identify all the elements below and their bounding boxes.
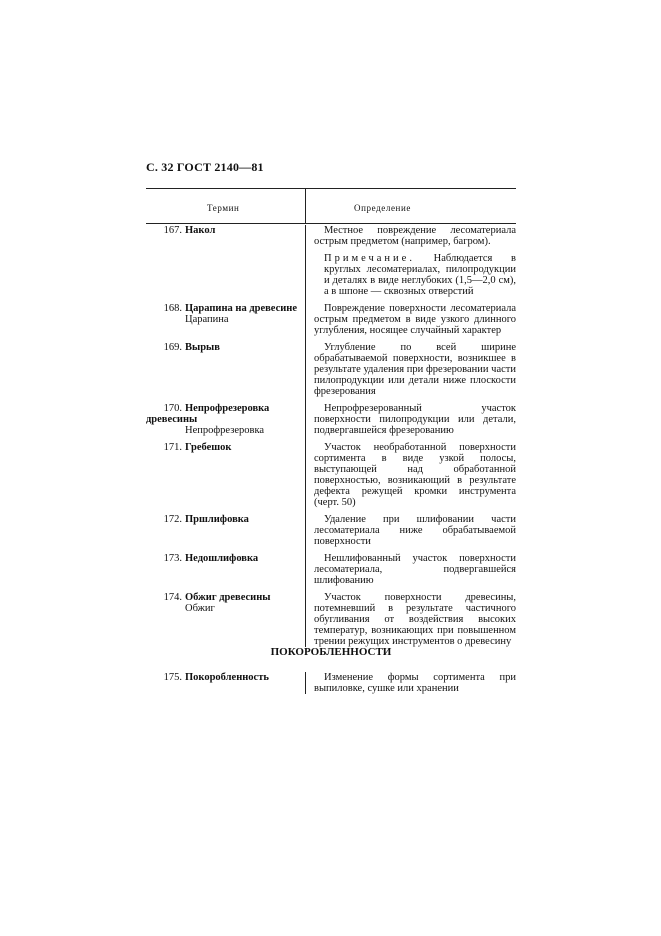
note-cell [305,247,516,297]
term-name: Недошлифовка [185,553,259,564]
term-number: 169. [163,342,182,353]
definition-cell: Нешлифованный участок поверхности лесоматериала, подвергавшейся шлифованию [305,553,516,586]
term-name: Вырыв [185,342,220,353]
column-header-definition: Определение [354,203,411,213]
definition-cell: Изменение формы сортимента при выпиловке, сушке или хранении [305,672,516,694]
definition-cell: Непрофрезерованный участок поверхности пилопродукции или детали, подвергавшейся фрезерованию [305,403,516,436]
term-cell [146,592,301,614]
term-cell [146,303,301,325]
column-header-term: Термин [207,203,240,213]
table-row [146,225,516,297]
term-name: Пршлифовка [185,514,249,525]
table-top-rule [146,188,516,189]
term-name: Царапина на древесине [185,303,298,314]
term-cell [146,225,301,236]
definition-cell: Повреждение поверхности лесоматериала острым предметом в виде узкого длинного углубления, носящее случайный характер [305,303,516,336]
term-name: Гребешок [185,442,232,453]
table-row [146,442,516,508]
term-cell [146,403,301,436]
definition-cell: Участок необработанной поверхности сортимента в виде узкой полосы, выступающей над обработанной поверхностью, возникающий в результате дефекта режущей кромки инструмента (черт. 50) [305,442,516,508]
term-number: 174. [163,592,182,603]
page-header: С. 32 ГОСТ 2140—81 [146,160,264,174]
term-number: 173. [163,553,182,564]
term-name: Накол [185,225,216,236]
term-number: 168. [163,303,182,314]
table-row [146,592,516,647]
term-synonym: Обжиг [185,603,215,614]
term-cell [146,342,301,353]
term-number: 172. [163,514,182,525]
term-cell [146,553,301,564]
table-row [146,403,516,436]
term-name: Непрофрезеровка древесины [146,403,270,425]
table-row [146,514,516,547]
table-row [146,553,516,586]
term-name: Обжиг древесины [185,592,271,603]
table-header-rule [146,223,516,224]
term-number: 171. [163,442,182,453]
definition-cell: Участок поверхности древесины, потемневший в результате частичного обугливания от воздействия высоких температур, возникающих при повышенном трении режущих инструментов о древесину [305,592,516,647]
term-synonym: Царапина [185,314,229,325]
section-heading: ПОКОРОБЛЕННОСТИ [270,646,392,658]
note-text: Наблюдается в круглых лесоматериалах, пилопродукции и деталях в виде неглубоких (1,5—2,0 см), а в шпоне — сквозных отверстий [324,253,517,297]
term-cell [146,442,301,453]
term-cell [146,514,301,525]
definition-cell: Углубление по всей ширине обрабатываемой поверхности, возникшее в результате удаления при фрезеровании части пилопродукции или детали ниже плоскости фрезерования [305,342,516,397]
table-row [146,303,516,336]
term-name: Покоробленность [185,672,269,683]
header-column-divider [305,188,306,223]
terms-table-body [146,225,516,647]
term-synonym: Непрофрезеровка [185,425,265,436]
definition-cell: Удаление при шлифовании части лесоматериала ниже обрабатываемой поверхности [305,514,516,547]
term-number: 175. [163,672,182,683]
term-number: 170. [163,403,182,414]
table-row [146,672,516,694]
term-cell [146,672,301,683]
note-label: Примечание. [324,253,415,264]
definition-cell: Местное повреждение лесоматериала острым предметом (например, багром). [305,225,516,247]
table-row [146,342,516,397]
term-number: 167. [163,225,182,236]
